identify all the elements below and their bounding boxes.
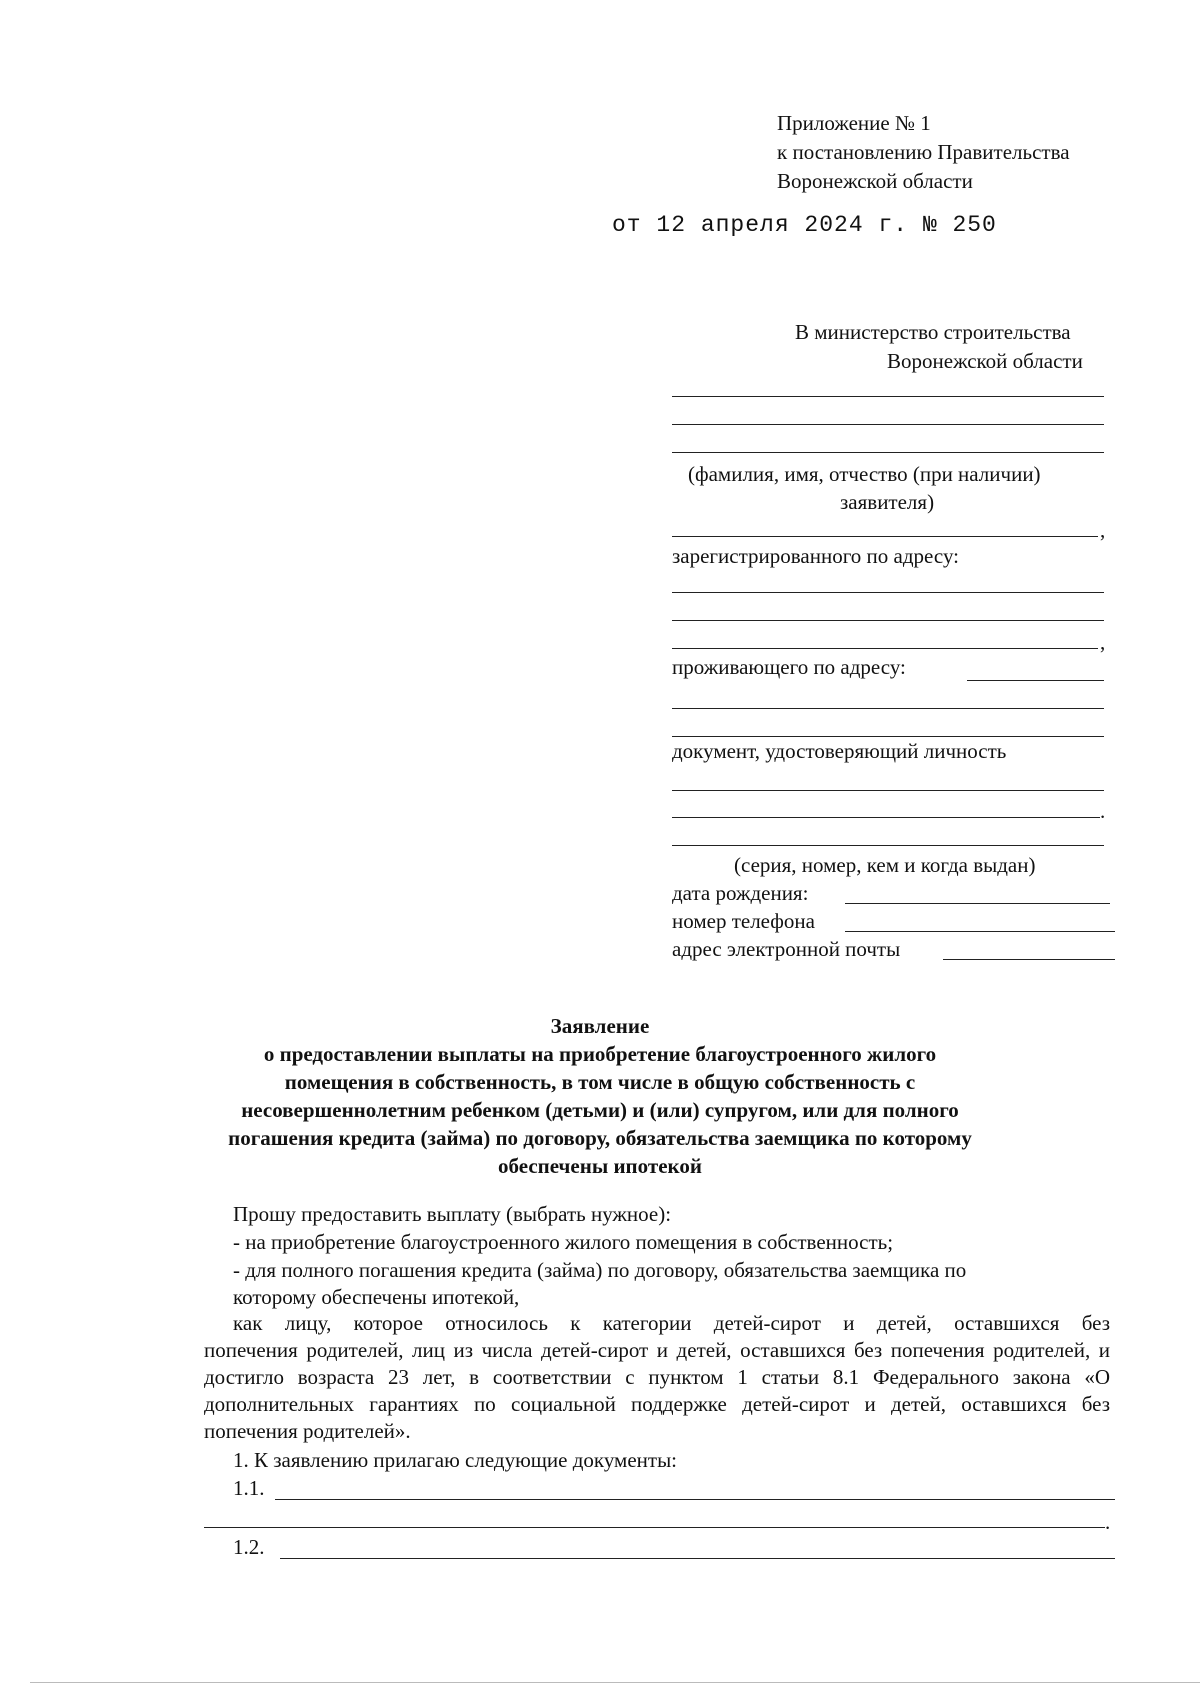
title-line-2: помещения в собственность, в том числе в общую собственность с xyxy=(284,1070,916,1094)
registered-address-line-3[interactable] xyxy=(672,648,1098,649)
appendix-date-number: от 12 апреля 2024 г. № 250 xyxy=(612,212,997,238)
addressee-region: Воронежской области xyxy=(887,349,1083,373)
phone-line[interactable] xyxy=(845,931,1115,932)
eligibility-paragraph xyxy=(204,1310,1110,1445)
comma-mark-2: , xyxy=(1100,630,1106,654)
option-loan-repayment-cont: которому обеспечены ипотекой, xyxy=(233,1285,520,1309)
title-line-1: о предоставлении выплаты на приобретение благоустроенного жилого xyxy=(263,1042,937,1066)
id-document-line-1[interactable] xyxy=(672,790,1104,791)
title-heading: Заявление xyxy=(550,1014,650,1038)
attachment-item-1-line-2[interactable] xyxy=(204,1527,1105,1528)
registered-address-line-1[interactable] xyxy=(672,592,1104,593)
appendix-region: Воронежской области xyxy=(777,169,973,193)
living-address-line-2[interactable] xyxy=(672,708,1104,709)
period-mark-2: . xyxy=(1105,1510,1111,1534)
addressee-ministry: В министерство строительства xyxy=(795,320,1071,344)
attachment-item-1-line[interactable] xyxy=(275,1499,1115,1500)
fio-line-3[interactable] xyxy=(672,452,1104,453)
period-mark: . xyxy=(1100,799,1106,823)
fio-line-2[interactable] xyxy=(672,424,1104,425)
living-address-label: проживающего по адресу: xyxy=(672,655,906,679)
id-document-line-2[interactable] xyxy=(672,817,1100,818)
phone-label: номер телефона xyxy=(672,909,815,933)
registered-address-label: зарегистрированного по адресу: xyxy=(672,544,959,568)
name-genitive-line[interactable] xyxy=(672,536,1098,537)
registered-address-line-2[interactable] xyxy=(672,620,1104,621)
fio-line-1[interactable] xyxy=(672,396,1104,397)
email-label: адрес электронной почты xyxy=(672,937,901,961)
id-document-line-3[interactable] xyxy=(672,845,1104,846)
attachment-item-2-line[interactable] xyxy=(280,1558,1115,1559)
birth-date-label: дата рождения: xyxy=(672,881,809,905)
paragraph-first-line: как лицу, которое относилось к категории детей-сирот и детей, оставшихся без xyxy=(233,1311,1110,1335)
paragraph-rest: попечения родителей, лиц из числа детей-сирот и детей, оставшихся без попечения родителей, и достигло возраста 23 лет, в соответствии с пунктом 1 статьи 8.1 Федерального закона «О дополнительных гарантиях по социальной поддержке детей-сирот и детей, оставшихся без попечения родителей». xyxy=(204,1338,1110,1443)
living-address-line-1[interactable] xyxy=(967,680,1104,681)
option-housing-purchase: - на приобретение благоустроенного жилого помещения в собственность; xyxy=(233,1230,894,1254)
title-line-4: погашения кредита (займа) по договору, обязательства заемщика по которому xyxy=(228,1126,972,1150)
title-line-3: несовершеннолетним ребенком (детьми) и (или) супругом, или для полного xyxy=(241,1098,959,1122)
appendix-number: Приложение № 1 xyxy=(777,111,931,135)
comma-mark: , xyxy=(1100,518,1106,542)
email-line[interactable] xyxy=(943,959,1115,960)
option-loan-repayment: - для полного погашения кредита (займа) по договору, обязательства заемщика по xyxy=(233,1258,967,1282)
page-edge-divider xyxy=(30,1682,1200,1683)
birth-date-line[interactable] xyxy=(845,903,1110,904)
fio-caption-cont: заявителя) xyxy=(840,490,935,514)
request-text: Прошу предоставить выплату (выбрать нужное): xyxy=(233,1202,672,1226)
document-title xyxy=(100,1012,1100,1180)
attachment-item-1-number: 1.1. xyxy=(233,1476,265,1500)
attachments-intro: 1. К заявлению прилагаю следующие документы: xyxy=(233,1448,678,1472)
title-line-5: обеспечены ипотекой xyxy=(498,1154,702,1178)
id-document-caption: (серия, номер, кем и когда выдан) xyxy=(734,853,1036,877)
attachment-item-2-number: 1.2. xyxy=(233,1535,265,1559)
appendix-decree-ref: к постановлению Правительства xyxy=(777,140,1070,164)
fio-caption: (фамилия, имя, отчество (при наличии) xyxy=(688,462,1041,486)
id-document-label: документ, удостоверяющий личность xyxy=(672,739,1007,763)
